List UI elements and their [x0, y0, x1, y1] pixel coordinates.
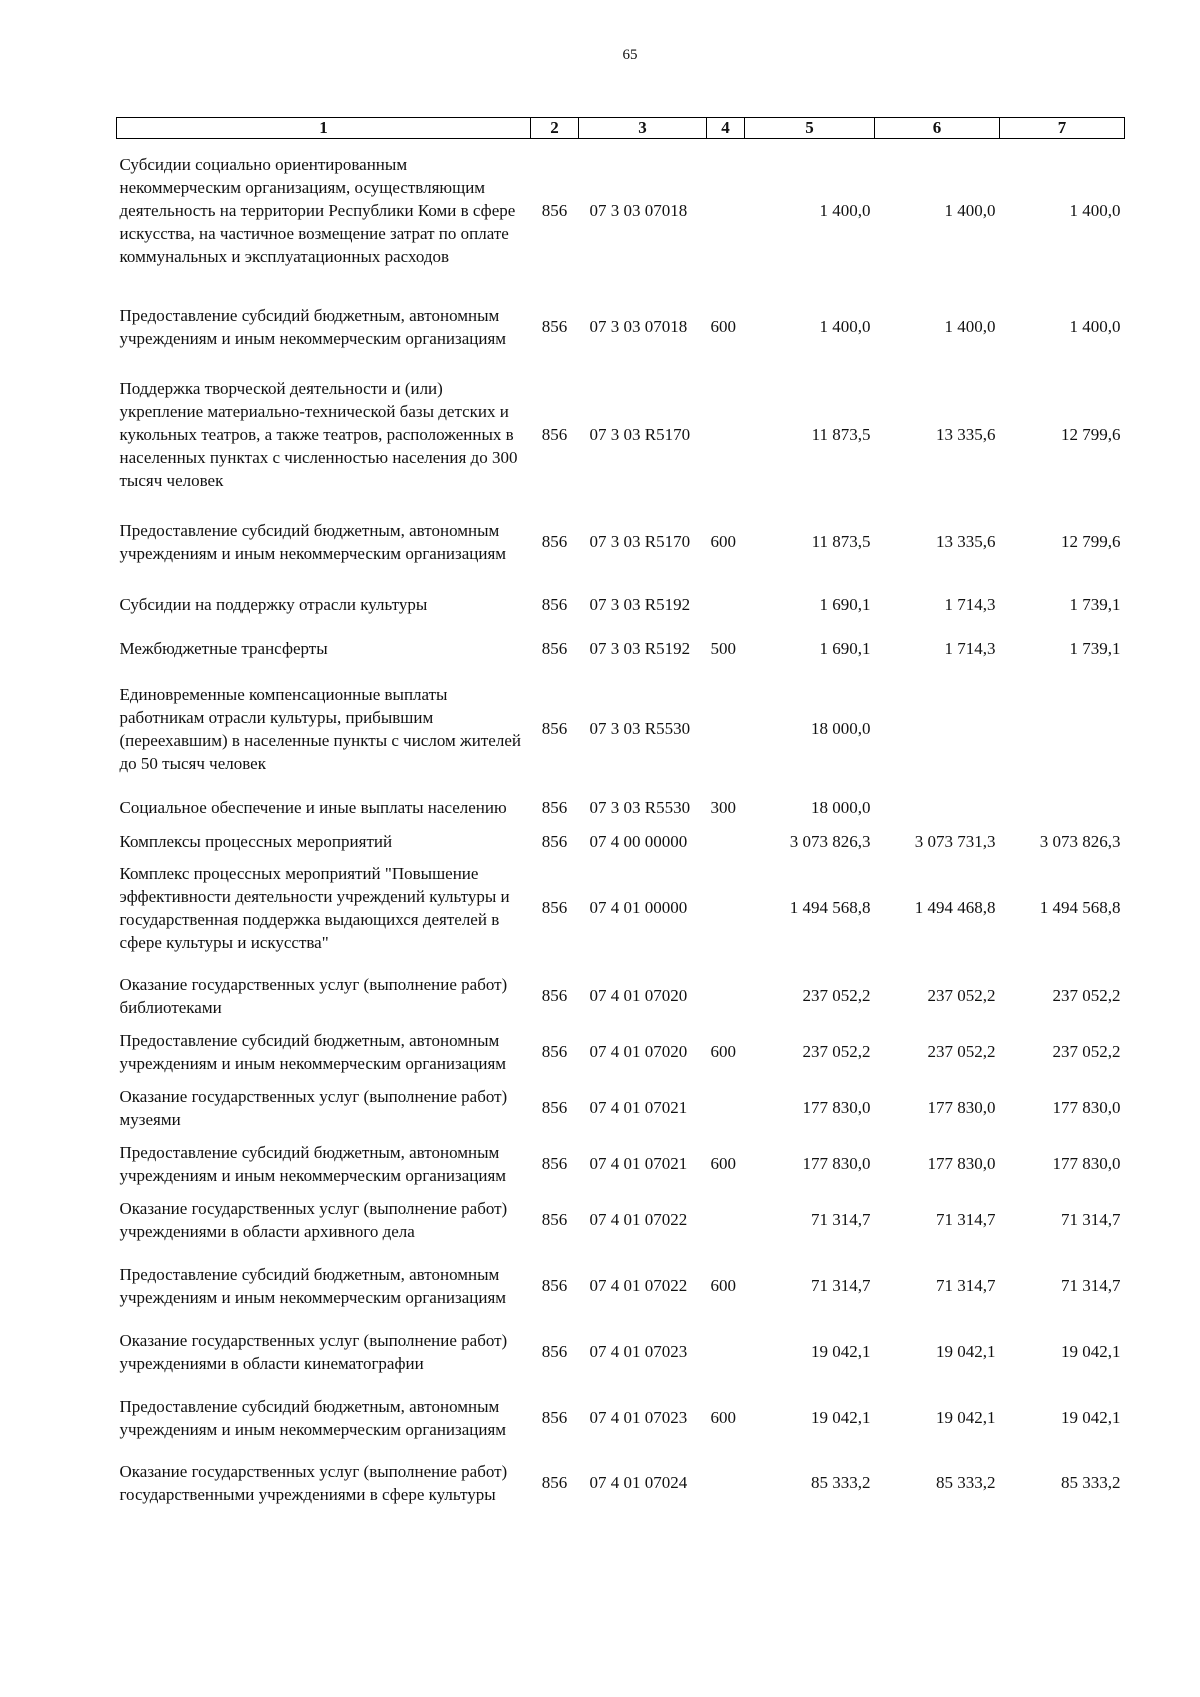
row-classification-code: 07 3 03 R5170: [589, 425, 691, 444]
row-value-col6: 177 830,0: [927, 1154, 996, 1173]
row-expense-type: [707, 1075, 745, 1141]
row-value-col7: 71 314,7: [1061, 1210, 1121, 1229]
row-ministry-code: 856: [541, 898, 568, 917]
row-classification-code: 07 4 01 07024: [589, 1473, 688, 1492]
header-col-4: 4: [707, 118, 745, 139]
row-expense-type: 600: [710, 317, 736, 336]
row-classification-code: 07 3 03 R5170: [589, 532, 691, 551]
table-row: [117, 1253, 1125, 1319]
row-expense-type: 600: [710, 532, 736, 551]
row-description: Единовременные компенсационные выплаты работникам отрасли культуры, прибывшим (переехавшим) в населенные пункты с числом жителей до 50 тысяч человек: [119, 684, 521, 773]
row-ministry-code: 856: [541, 1098, 568, 1117]
row-description: Предоставление субсидий бюджетным, автономным учреждениям и иным некоммерческим организациям: [119, 1030, 507, 1073]
row-value-col6: 1 494 468,8: [914, 898, 996, 917]
row-value-col6: 237 052,2: [927, 1042, 996, 1061]
table-row: [117, 1319, 1125, 1385]
row-value-col5: 3 073 826,3: [789, 831, 871, 851]
row-classification-code: 07 3 03 07018: [589, 317, 688, 336]
table-row: [117, 371, 1125, 499]
budget-table: [116, 117, 1125, 1515]
row-classification-code: 07 3 03 R5192: [589, 638, 691, 658]
row-classification-code: 07 3 03 R5530: [589, 719, 691, 738]
row-value-col5: 18 000,0: [811, 719, 871, 738]
table-row: [117, 283, 1125, 371]
row-description: Оказание государственных услуг (выполнение работ) учреждениями в области архивного дела: [119, 1198, 508, 1241]
row-value-col5: 18 000,0: [811, 798, 871, 817]
row-classification-code: 07 4 01 07023: [589, 1342, 688, 1361]
row-classification-code: 07 4 01 07023: [589, 1408, 688, 1427]
header-col-2: 2: [531, 118, 579, 139]
row-description: Оказание государственных услуг (выполнение работ) учреждениями в области кинематографии: [119, 1330, 508, 1373]
row-description: Социальное обеспечение и иные выплаты населению: [119, 798, 507, 817]
table-header: [117, 118, 1125, 139]
table-body: [117, 139, 1125, 1515]
row-ministry-code: 856: [541, 719, 568, 738]
row-value-col6: 1 714,3: [944, 595, 996, 614]
row-ministry-code: 856: [541, 1473, 568, 1492]
row-value-col7: 19 042,1: [1061, 1408, 1121, 1427]
header-col-1: 1: [117, 118, 531, 139]
row-value-col7: 1 494 568,8: [1039, 898, 1121, 917]
row-description: Оказание государственных услуг (выполнение работ) библиотеками: [119, 974, 508, 1017]
table-row: [117, 1141, 1125, 1187]
row-value-col5: 1 690,1: [819, 595, 871, 614]
row-ministry-code: 856: [541, 317, 568, 336]
row-value-col5: 177 830,0: [802, 1154, 871, 1173]
row-value-col7: 12 799,6: [1061, 532, 1121, 551]
row-expense-type: [707, 853, 745, 963]
row-classification-code: 07 4 01 07022: [589, 1276, 688, 1295]
row-value-col5: 1 400,0: [819, 201, 871, 221]
row-expense-type: [707, 963, 745, 1029]
row-expense-type: [707, 585, 745, 625]
row-value-col7: 1 739,1: [1069, 595, 1121, 614]
row-value-col7: 1 739,1: [1069, 638, 1121, 658]
row-value-col5: 71 314,7: [811, 1210, 871, 1229]
row-value-col6: 13 335,6: [936, 532, 996, 551]
row-value-col6: [875, 786, 1000, 830]
row-ministry-code: 856: [541, 986, 568, 1005]
row-expense-type: [707, 672, 745, 786]
row-expense-type: [707, 1451, 745, 1515]
row-description: Межбюджетные трансферты: [119, 638, 328, 658]
row-value-col5: 19 042,1: [811, 1408, 871, 1427]
row-value-col6: 177 830,0: [927, 1098, 996, 1117]
row-value-col6: 237 052,2: [927, 986, 996, 1005]
row-value-col7: 177 830,0: [1052, 1098, 1121, 1117]
row-classification-code: 07 4 01 07021: [589, 1154, 688, 1173]
table-row: [117, 1187, 1125, 1253]
row-ministry-code: 856: [541, 1154, 568, 1173]
header-col-6: 6: [875, 118, 1000, 139]
row-description: Предоставление субсидий бюджетным, автономным учреждениям и иным некоммерческим организациям: [119, 305, 507, 348]
row-expense-type: [707, 139, 745, 283]
row-classification-code: 07 4 01 07020: [589, 986, 688, 1005]
row-value-col5: 85 333,2: [811, 1473, 871, 1492]
row-value-col5: 11 873,5: [811, 425, 871, 444]
row-value-col6: 71 314,7: [936, 1210, 996, 1229]
table-row: [117, 830, 1125, 853]
row-expense-type: [707, 1319, 745, 1385]
row-value-col5: 177 830,0: [802, 1098, 871, 1117]
row-value-col7: 1 400,0: [1069, 317, 1121, 336]
row-value-col5: 237 052,2: [802, 986, 871, 1005]
row-ministry-code: 856: [541, 798, 568, 817]
table-row: [117, 1029, 1125, 1075]
row-description: Предоставление субсидий бюджетным, автономным учреждениям и иным некоммерческим организациям: [119, 1142, 507, 1185]
row-description: Комплекс процессных мероприятий "Повышение эффективности деятельности учреждений культуры и государственная поддержка выдающихся деятелей в сфере культуры и искусства": [119, 863, 510, 952]
row-expense-type: 600: [710, 1154, 736, 1173]
row-ministry-code: 856: [541, 638, 568, 658]
row-value-col7: 85 333,2: [1061, 1473, 1121, 1492]
row-classification-code: 07 4 01 07020: [589, 1042, 688, 1061]
row-classification-code: 07 3 03 07018: [589, 201, 688, 221]
row-value-col6: 3 073 731,3: [914, 831, 996, 851]
row-expense-type: 500: [710, 638, 736, 658]
row-value-col6: 19 042,1: [936, 1408, 996, 1427]
row-description: Поддержка творческой деятельности и (или) укрепление материально-технической базы детских и кукольных театров, а также театров, расположенных в населенных пунктах с численностью населения до 300 тысяч человек: [119, 379, 518, 490]
row-ministry-code: 856: [541, 1408, 568, 1427]
row-value-col5: 1 690,1: [819, 638, 871, 658]
row-value-col5: 19 042,1: [811, 1342, 871, 1361]
header-row: [117, 118, 1125, 139]
row-description: Оказание государственных услуг (выполнение работ) государственными учреждениями в сфере культуры: [119, 1461, 508, 1504]
row-value-col6: 1 400,0: [944, 317, 996, 336]
row-classification-code: 07 4 01 07021: [589, 1098, 688, 1117]
row-value-col7: [1000, 786, 1125, 830]
table-row: [117, 1075, 1125, 1141]
row-classification-code: 07 4 01 00000: [589, 898, 688, 917]
row-value-col7: 177 830,0: [1052, 1154, 1121, 1173]
header-col-5: 5: [745, 118, 875, 139]
row-description: Предоставление субсидий бюджетным, автономным учреждениям и иным некоммерческим организациям: [119, 520, 507, 563]
row-description: Субсидии социально ориентированным некоммерческим организациям, осуществляющим деятельность на территории Республики Коми в сфере искусства, на частичное возмещение затрат по оплате коммунальных и эксплуатационных расходов: [119, 155, 516, 267]
row-expense-type: [707, 830, 745, 853]
row-value-col7: 19 042,1: [1061, 1342, 1121, 1361]
row-value-col5: 11 873,5: [811, 532, 871, 551]
row-description: Предоставление субсидий бюджетным, автономным учреждениям и иным некоммерческим организациям: [119, 1396, 507, 1439]
row-description: Оказание государственных услуг (выполнение работ) музеями: [119, 1086, 508, 1129]
row-value-col6: [875, 672, 1000, 786]
table-row: [117, 1451, 1125, 1515]
row-ministry-code: 856: [541, 1210, 568, 1229]
page-number: 65: [622, 47, 638, 63]
row-description: Комплексы процессных мероприятий: [119, 831, 393, 851]
row-value-col6: 19 042,1: [936, 1342, 996, 1361]
row-value-col7: 237 052,2: [1052, 1042, 1121, 1061]
row-value-col6: 1 714,3: [944, 638, 996, 658]
row-ministry-code: 856: [541, 1276, 568, 1295]
table-row: [117, 672, 1125, 786]
header-col-3: 3: [579, 118, 707, 139]
row-ministry-code: 856: [541, 532, 568, 551]
row-value-col6: 85 333,2: [936, 1473, 996, 1492]
row-expense-type: 600: [710, 1042, 736, 1061]
row-value-col7: 71 314,7: [1061, 1276, 1121, 1295]
row-ministry-code: 856: [541, 425, 568, 444]
row-classification-code: 07 4 00 00000: [589, 831, 688, 851]
row-value-col5: 71 314,7: [811, 1276, 871, 1295]
row-value-col6: 1 400,0: [944, 201, 996, 221]
row-expense-type: [707, 371, 745, 499]
row-description: Субсидии на поддержку отрасли культуры: [119, 595, 428, 614]
row-value-col7: 3 073 826,3: [1039, 831, 1121, 851]
table-row: [117, 1385, 1125, 1451]
row-value-col6: 13 335,6: [936, 425, 996, 444]
row-expense-type: [707, 1187, 745, 1253]
row-ministry-code: 856: [541, 831, 568, 851]
row-ministry-code: 856: [541, 1042, 568, 1061]
table-row: [117, 625, 1125, 672]
row-expense-type: 300: [710, 798, 736, 817]
row-description: Предоставление субсидий бюджетным, автономным учреждениям и иным некоммерческим организациям: [119, 1264, 507, 1307]
table-row: [117, 963, 1125, 1029]
table-row: [117, 499, 1125, 585]
row-value-col5: 237 052,2: [802, 1042, 871, 1061]
row-ministry-code: 856: [541, 201, 568, 221]
row-value-col5: 1 400,0: [819, 317, 871, 336]
table-row: [117, 786, 1125, 830]
row-value-col7: 237 052,2: [1052, 986, 1121, 1005]
row-value-col7: [1000, 672, 1125, 786]
row-classification-code: 07 3 03 R5530: [589, 798, 691, 817]
row-value-col6: 71 314,7: [936, 1276, 996, 1295]
row-classification-code: 07 4 01 07022: [589, 1210, 688, 1229]
row-value-col7: 1 400,0: [1069, 201, 1121, 221]
table-row: [117, 139, 1125, 283]
table-row: [117, 585, 1125, 625]
header-col-7: 7: [1000, 118, 1125, 139]
row-expense-type: 600: [710, 1408, 736, 1427]
row-ministry-code: 856: [541, 595, 568, 614]
row-value-col5: 1 494 568,8: [789, 898, 871, 917]
row-classification-code: 07 3 03 R5192: [589, 595, 691, 614]
row-ministry-code: 856: [541, 1342, 568, 1361]
table-row: [117, 853, 1125, 963]
row-value-col7: 12 799,6: [1061, 425, 1121, 444]
row-expense-type: 600: [710, 1276, 736, 1295]
